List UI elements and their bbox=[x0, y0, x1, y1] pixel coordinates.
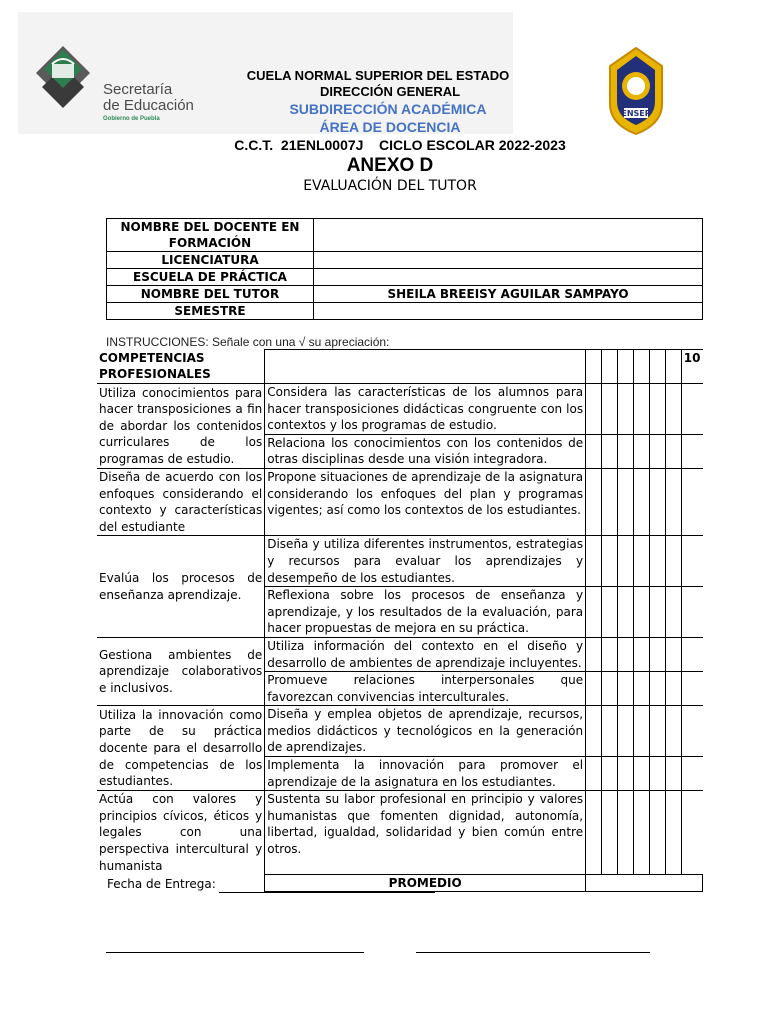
indicator-text: Utiliza información del contexto en el diseño y desarrollo de ambientes de aprendizaje incluyentes. bbox=[265, 637, 586, 671]
indicator-text: Diseña y utiliza diferentes instrumentos, estrategias y recursos para evaluar los aprendizajes y desempeño de los estudiantes. bbox=[265, 536, 586, 587]
score-cell[interactable] bbox=[586, 434, 602, 468]
score-cell[interactable] bbox=[617, 672, 633, 706]
score-cell[interactable] bbox=[633, 706, 649, 757]
average-value[interactable] bbox=[586, 874, 703, 892]
score-cell[interactable] bbox=[681, 637, 702, 671]
score-cell[interactable] bbox=[649, 637, 665, 671]
score-cell[interactable] bbox=[665, 706, 681, 757]
score-cell[interactable] bbox=[586, 757, 602, 791]
indicator-text: Promueve relaciones interpersonales que favorezcan convivencias interculturales. bbox=[265, 672, 586, 706]
score-cell[interactable] bbox=[665, 468, 681, 535]
info-label: NOMBRE DEL DOCENTE EN FORMACIÓN bbox=[107, 219, 314, 252]
score-cell[interactable] bbox=[602, 536, 618, 587]
score-cell[interactable] bbox=[602, 434, 618, 468]
score-cell[interactable] bbox=[681, 706, 702, 757]
score-cell[interactable] bbox=[665, 434, 681, 468]
score-cell[interactable] bbox=[602, 791, 618, 874]
indicator-text: Diseña y emplea objetos de aprendizaje, recursos, medios didácticos y tecnológicos en la generación de aprendizajes. bbox=[265, 706, 586, 757]
score-cell[interactable] bbox=[602, 350, 618, 384]
score-cell[interactable] bbox=[617, 706, 633, 757]
max-score-header: 10 bbox=[681, 350, 702, 384]
info-row bbox=[107, 303, 703, 320]
score-cell[interactable] bbox=[633, 536, 649, 587]
score-cell[interactable] bbox=[586, 468, 602, 535]
competency-text: Diseña de acuerdo con los enfoques considerando el contexto y características del estudiante bbox=[97, 468, 265, 535]
score-cell[interactable] bbox=[633, 757, 649, 791]
delivery-date-line[interactable] bbox=[219, 892, 435, 893]
general-direction: DIRECCIÓN GENERAL bbox=[319, 84, 461, 99]
delivery-date-label: Fecha de Entrega: bbox=[107, 877, 216, 891]
score-cell[interactable] bbox=[617, 637, 633, 671]
secretaria-subtitle: Gobierno de Puebla bbox=[103, 116, 160, 122]
indicator-text: Considera las características de los alumnos para hacer transposiciones didácticas congruente con los contextos y los programas de estudio. bbox=[265, 384, 586, 435]
secretaria-logo-icon bbox=[34, 44, 92, 122]
score-cell[interactable] bbox=[681, 536, 702, 587]
score-cell[interactable] bbox=[681, 791, 702, 874]
score-cell[interactable] bbox=[681, 468, 702, 535]
score-cell[interactable] bbox=[586, 587, 602, 638]
score-cell[interactable] bbox=[665, 536, 681, 587]
score-cell[interactable] bbox=[665, 791, 681, 874]
info-value[interactable] bbox=[314, 219, 703, 252]
info-row bbox=[107, 269, 703, 286]
score-cell[interactable] bbox=[617, 587, 633, 638]
instructions: INSTRUCCIONES: Señale con una √ su apreciación: bbox=[106, 335, 390, 349]
tutor-name-value[interactable]: SHEILA BREEISY AGUILAR SAMPAYO bbox=[314, 286, 703, 303]
score-cell[interactable] bbox=[586, 706, 602, 757]
score-cell[interactable] bbox=[633, 587, 649, 638]
score-cell[interactable] bbox=[633, 384, 649, 435]
indicator-text: Sustenta su labor profesional en principio y valores humanistas que fomenten dignidad, autonomía, libertad, igualdad, solidaridad y bien común entre otros. bbox=[265, 791, 586, 874]
info-label: NOMBRE DEL TUTOR bbox=[107, 286, 314, 303]
score-cell[interactable] bbox=[633, 791, 649, 874]
score-cell[interactable] bbox=[586, 384, 602, 435]
secretaria-line2: de Educación bbox=[103, 97, 194, 114]
score-cell[interactable] bbox=[649, 672, 665, 706]
score-cell[interactable] bbox=[617, 757, 633, 791]
score-cell[interactable] bbox=[586, 672, 602, 706]
score-cell[interactable] bbox=[633, 434, 649, 468]
table-row bbox=[97, 468, 703, 535]
score-cell[interactable] bbox=[649, 434, 665, 468]
score-cell[interactable] bbox=[665, 384, 681, 435]
score-cell[interactable] bbox=[649, 706, 665, 757]
average-label: PROMEDIO bbox=[265, 874, 586, 892]
info-value[interactable] bbox=[314, 303, 703, 320]
teaching-area: ÁREA DE DOCENCIA bbox=[319, 119, 461, 135]
evaluation-subtitle: EVALUACIÓN DEL TUTOR bbox=[303, 178, 477, 194]
score-cell[interactable] bbox=[681, 384, 702, 435]
score-cell[interactable] bbox=[649, 757, 665, 791]
score-cell[interactable] bbox=[586, 536, 602, 587]
table-row bbox=[97, 536, 703, 587]
competency-text: Actúa con valores y principios cívicos, éticos y legales con una perspectiva intercultural y humanista bbox=[97, 791, 265, 874]
score-cell[interactable] bbox=[665, 757, 681, 791]
score-cell[interactable] bbox=[617, 536, 633, 587]
score-cell[interactable] bbox=[665, 672, 681, 706]
ensep-logo-icon bbox=[604, 46, 668, 136]
info-row bbox=[107, 252, 703, 269]
score-cell[interactable] bbox=[681, 757, 702, 791]
table-header-row bbox=[97, 350, 703, 384]
signature-line-left[interactable] bbox=[106, 952, 364, 953]
cct-cycle: C.C.T. 21ENL0007J CICLO ESCOLAR 2022-2023 bbox=[234, 137, 566, 153]
info-value[interactable] bbox=[314, 252, 703, 269]
score-cell[interactable] bbox=[681, 672, 702, 706]
secretaria-line1: Secretaría bbox=[103, 81, 173, 98]
score-cell[interactable] bbox=[586, 350, 602, 384]
indicator-text: Implementa la innovación para promover el aprendizaje de la asignatura en los estudiantes. bbox=[265, 757, 586, 791]
score-cell[interactable] bbox=[649, 791, 665, 874]
score-cell[interactable] bbox=[586, 791, 602, 874]
indicator-text: Reflexiona sobre los procesos de enseñanza y aprendizaje, y los resultados de la evaluación, para hacer propuestas de mejora en su práctica. bbox=[265, 587, 586, 638]
annex-title: ANEXO D bbox=[346, 155, 434, 176]
score-cell[interactable] bbox=[649, 384, 665, 435]
student-info-table bbox=[106, 218, 703, 320]
info-label: SEMESTRE bbox=[107, 303, 314, 320]
score-cell[interactable] bbox=[602, 706, 618, 757]
score-cell[interactable] bbox=[633, 637, 649, 671]
score-cell[interactable] bbox=[617, 791, 633, 874]
table-row bbox=[97, 637, 703, 671]
score-cell[interactable] bbox=[649, 350, 665, 384]
info-row bbox=[107, 286, 703, 303]
score-cell[interactable] bbox=[617, 384, 633, 435]
table-row bbox=[97, 384, 703, 435]
score-cell[interactable] bbox=[602, 672, 618, 706]
competency-text: Utiliza la innovación como parte de su práctica docente para el desarrollo de competencias de los estudiantes. bbox=[97, 706, 265, 791]
score-cell[interactable] bbox=[602, 757, 618, 791]
info-label: ESCUELA DE PRÁCTICA bbox=[107, 269, 314, 286]
ensep-label: ENSEP bbox=[621, 109, 651, 118]
score-cell[interactable] bbox=[665, 637, 681, 671]
score-cell[interactable] bbox=[649, 536, 665, 587]
score-cell[interactable] bbox=[617, 350, 633, 384]
competency-text: Utiliza conocimientos para hacer transposiciones a fin de abordar los contenidos curriculares de los programas de estudio. bbox=[97, 384, 265, 469]
score-cell[interactable] bbox=[633, 672, 649, 706]
info-value[interactable] bbox=[314, 269, 703, 286]
score-cell[interactable] bbox=[649, 587, 665, 638]
indicator-text: Propone situaciones de aprendizaje de la asignatura considerando los enfoques del plan y programas vigentes; así como los contextos de los estudiantes. bbox=[265, 468, 586, 535]
info-label: LICENCIATURA bbox=[107, 252, 314, 269]
score-cell[interactable] bbox=[633, 468, 649, 535]
signature-line-right[interactable] bbox=[416, 952, 650, 953]
score-cell[interactable] bbox=[602, 468, 618, 535]
score-cell[interactable] bbox=[586, 637, 602, 671]
table-row bbox=[97, 706, 703, 757]
score-cell[interactable] bbox=[617, 434, 633, 468]
score-cell[interactable] bbox=[681, 587, 702, 638]
score-cell[interactable] bbox=[617, 468, 633, 535]
competencies-table bbox=[97, 349, 703, 892]
info-row bbox=[107, 219, 703, 252]
academic-subdirection: SUBDIRECCIÓN ACADÉMICA bbox=[289, 101, 487, 117]
indicator-text: Relaciona los conocimientos con los contenidos de otras disciplinas desde una visión integradora. bbox=[265, 434, 586, 468]
score-cell[interactable] bbox=[633, 350, 649, 384]
header-blank bbox=[265, 350, 586, 384]
competency-text: Gestiona ambientes de aprendizaje colaborativos e inclusivos. bbox=[97, 637, 265, 705]
score-cell[interactable] bbox=[665, 587, 681, 638]
secretaria-name bbox=[103, 82, 194, 114]
score-cell[interactable] bbox=[602, 587, 618, 638]
score-cell[interactable] bbox=[649, 468, 665, 535]
competencies-header: COMPETENCIAS PROFESIONALES bbox=[97, 350, 265, 384]
school-name: CUELA NORMAL SUPERIOR DEL ESTADO bbox=[246, 68, 510, 83]
competency-text: Evalúa los procesos de enseñanza aprendizaje. bbox=[97, 536, 265, 638]
score-cell[interactable] bbox=[602, 384, 618, 435]
table-row bbox=[97, 791, 703, 874]
score-cell[interactable] bbox=[602, 637, 618, 671]
score-cell[interactable] bbox=[665, 350, 681, 384]
score-cell[interactable] bbox=[681, 434, 702, 468]
